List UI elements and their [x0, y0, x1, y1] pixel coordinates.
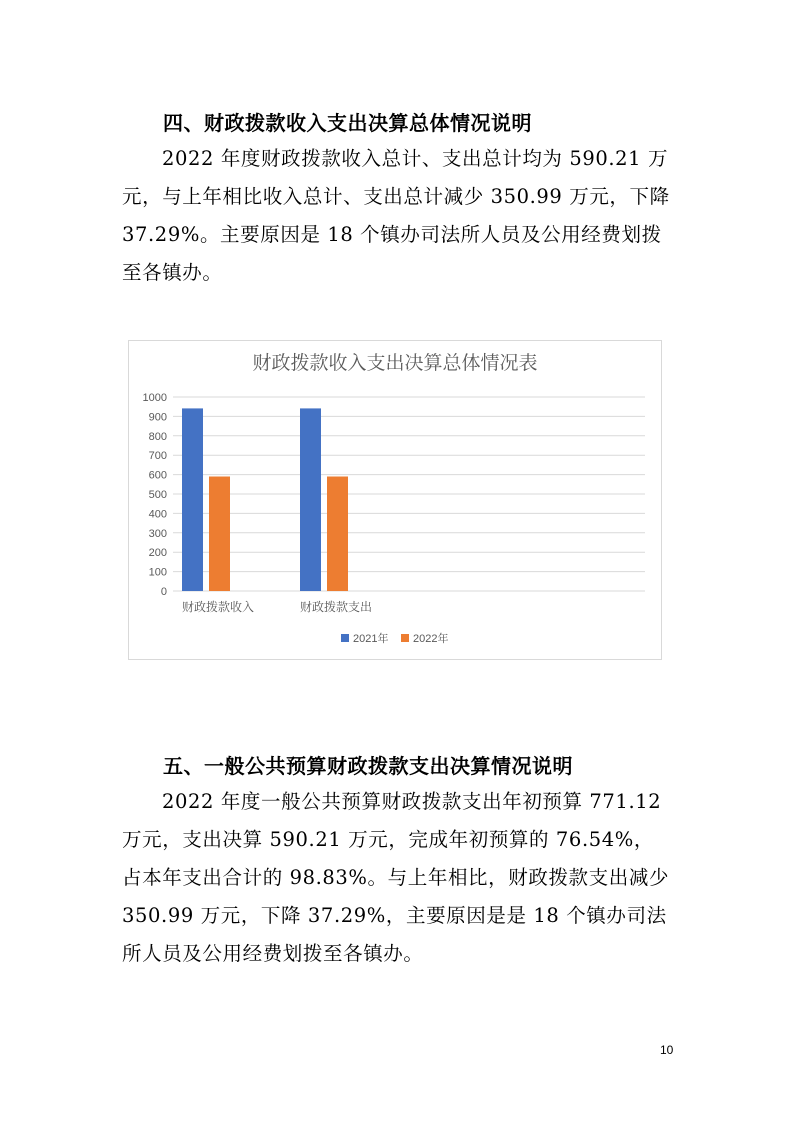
y-tick-label: 700	[148, 450, 167, 463]
bar-2-1	[300, 408, 321, 591]
y-tick-label: 900	[148, 411, 167, 424]
x-category-label: 财政拨款支出	[299, 600, 373, 614]
section-4-paragraph: 2022 年度财政拨款收入总计、支出总计均为 590.21 万元，与上年相比收入总计、支出总计减少 350.99 万元，下降 37.29%。主要原因是 18 个镇办司法所人员及公用经费划拨至各镇办。	[122, 147, 670, 284]
y-tick-label: 400	[148, 508, 167, 521]
bar-1-2	[209, 476, 230, 591]
section-5-heading: 五、一般公共预算财政拨款支出决算情况说明	[163, 754, 573, 778]
y-tick-label: 1000	[142, 392, 167, 404]
y-tick-label: 300	[148, 527, 167, 540]
x-category-label: 财政拨款收入	[181, 600, 255, 614]
y-tick-label: 800	[148, 430, 167, 443]
bar-1-1	[182, 408, 203, 591]
y-tick-label: 200	[148, 547, 167, 560]
y-tick-label: 500	[148, 489, 167, 501]
legend-label: 2021年	[353, 633, 389, 645]
legend-label: 2022年	[413, 633, 449, 645]
bar-chart	[128, 340, 662, 660]
y-tick-label: 100	[148, 566, 167, 579]
bar-2-2	[327, 476, 348, 591]
chart-title: 财政拨款收入支出决算总体情况表	[252, 353, 538, 374]
legend-swatch	[401, 634, 409, 642]
section-5-paragraph: 2022 年度一般公共预算财政拨款支出年初预算 771.12 万元，支出决算 590.21 万元，完成年初预算的 76.54%，占本年支出合计的 98.83%。与上年相比，财政拨款支出减少 350.99 万元，下降 37.29%，主要原因是是 18 个镇办司法所人员及公用经费划拨至各镇办。	[122, 790, 670, 965]
page-number: 10	[660, 1043, 674, 1057]
section-4-heading: 四、财政拨款收入支出决算总体情况说明	[163, 111, 532, 135]
y-tick-label: 0	[160, 586, 167, 598]
y-tick-label: 600	[148, 469, 167, 482]
chart-canvas	[129, 341, 661, 659]
legend-swatch	[341, 634, 349, 642]
